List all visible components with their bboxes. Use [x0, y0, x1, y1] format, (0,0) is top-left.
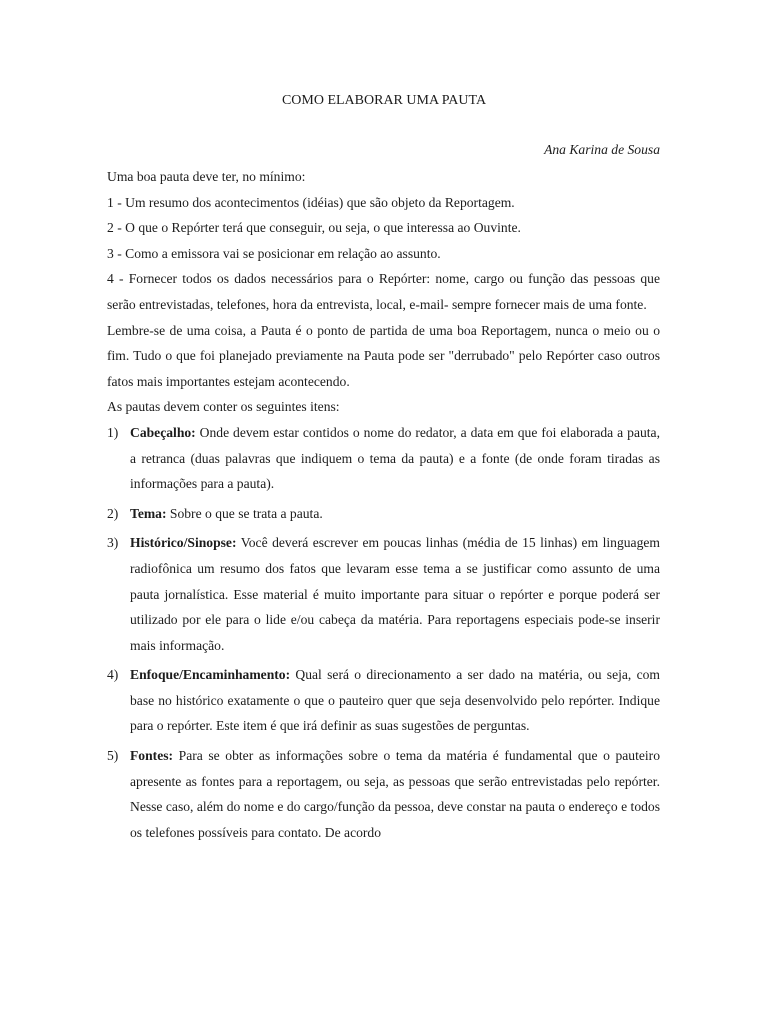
requirement-2: 2 - O que o Repórter terá que conseguir, ou seja, o que interessa ao Ouvinte. [107, 220, 521, 236]
document-title: COMO ELABORAR UMA PAUTA [281, 93, 487, 108]
requirement-3: 3 - Como a emissora vai se posicionar em relação ao assunto. [107, 245, 441, 261]
items-list [107, 420, 660, 846]
item-text: Qual será o direcionamento a ser dado na matéria, ou seja, com base no histórico exatamente o que o pauteiro quer que seja desenvolvido pelo repórter. Indique para o repórter. Este item é que irá definir as suas sugestões de perguntas. [130, 667, 660, 734]
list-number: 2) [107, 505, 119, 521]
item-text: Sobre o que se trata a pauta. [166, 505, 323, 521]
item-term: Cabeçalho: [130, 424, 196, 440]
list-number: 3) [107, 535, 119, 551]
document-body [107, 164, 660, 845]
item-term: Tema: [130, 505, 167, 521]
list-item-tema [107, 501, 660, 527]
item-text: Onde devem estar contidos o nome do redator, a data em que foi elaborada a pauta, a retranca (duas palavras que indiquem o tema da pauta) e a fonte (de onde foram tiradas as informações para a pauta). [130, 424, 660, 492]
intro-paragraph: Uma boa pauta deve ter, no mínimo: [107, 169, 306, 184]
item-text: Você deverá escrever em poucas linhas (média de 15 linhas) em linguagem radiofônica um resumo dos fatos que levaram esse tema a se justificar como assunto de uma pauta jornalística. Esse material é muito importante para situar o repórter e porque poderá ser utilizado por ele para o lide e/ou cabeça da matéria. Para reportagens especiais pode-se inserir mais informação. [130, 535, 660, 653]
author-name: Ana Karina de Sousa [544, 142, 660, 157]
list-number: 4) [107, 667, 119, 683]
item-text: Para se obter as informações sobre o tema da matéria é fundamental que o pauteiro apresente as fontes para a reportagem, ou seja, as pessoas que serão entrevistadas pelo repórter. Nesse caso, além do nome e do cargo/função da pessoa, deve constar na pauta o endereço e todos os telefones possíveis para contato. De acordo [130, 748, 660, 840]
item-term: Histórico/Sinopse: [130, 535, 237, 551]
list-item-historico [107, 530, 660, 658]
item-term: Fontes: [130, 748, 174, 764]
items-intro: As pautas devem conter os seguintes itens: [107, 399, 340, 415]
item-term: Enfoque/Encaminhamento: [130, 667, 291, 683]
list-item-enfoque [107, 662, 660, 739]
list-number: 5) [107, 748, 119, 764]
list-item-cabecalho [107, 420, 660, 497]
reminder-paragraph: Lembre-se de uma coisa, a Pauta é o ponto de partida de uma boa Reportagem, nunca o meio ou o fim. Tudo o que foi planejado previamente na Pauta pode ser "derrubado" pelo Repórter caso outros fatos mais importantes estejam acontecendo. [107, 322, 660, 389]
requirement-1: 1 - Um resumo dos acontecimentos (idéias) que são objeto da Reportagem. [107, 194, 515, 210]
list-item-fontes [107, 743, 660, 845]
requirement-4: 4 - Fornecer todos os dados necessários para o Repórter: nome, cargo ou função das pessoas que serão entrevistadas, telefones, hora da entrevista, local, e-mail- sempre fornecer mais de uma fonte. [107, 271, 660, 312]
list-number: 1) [107, 424, 119, 440]
